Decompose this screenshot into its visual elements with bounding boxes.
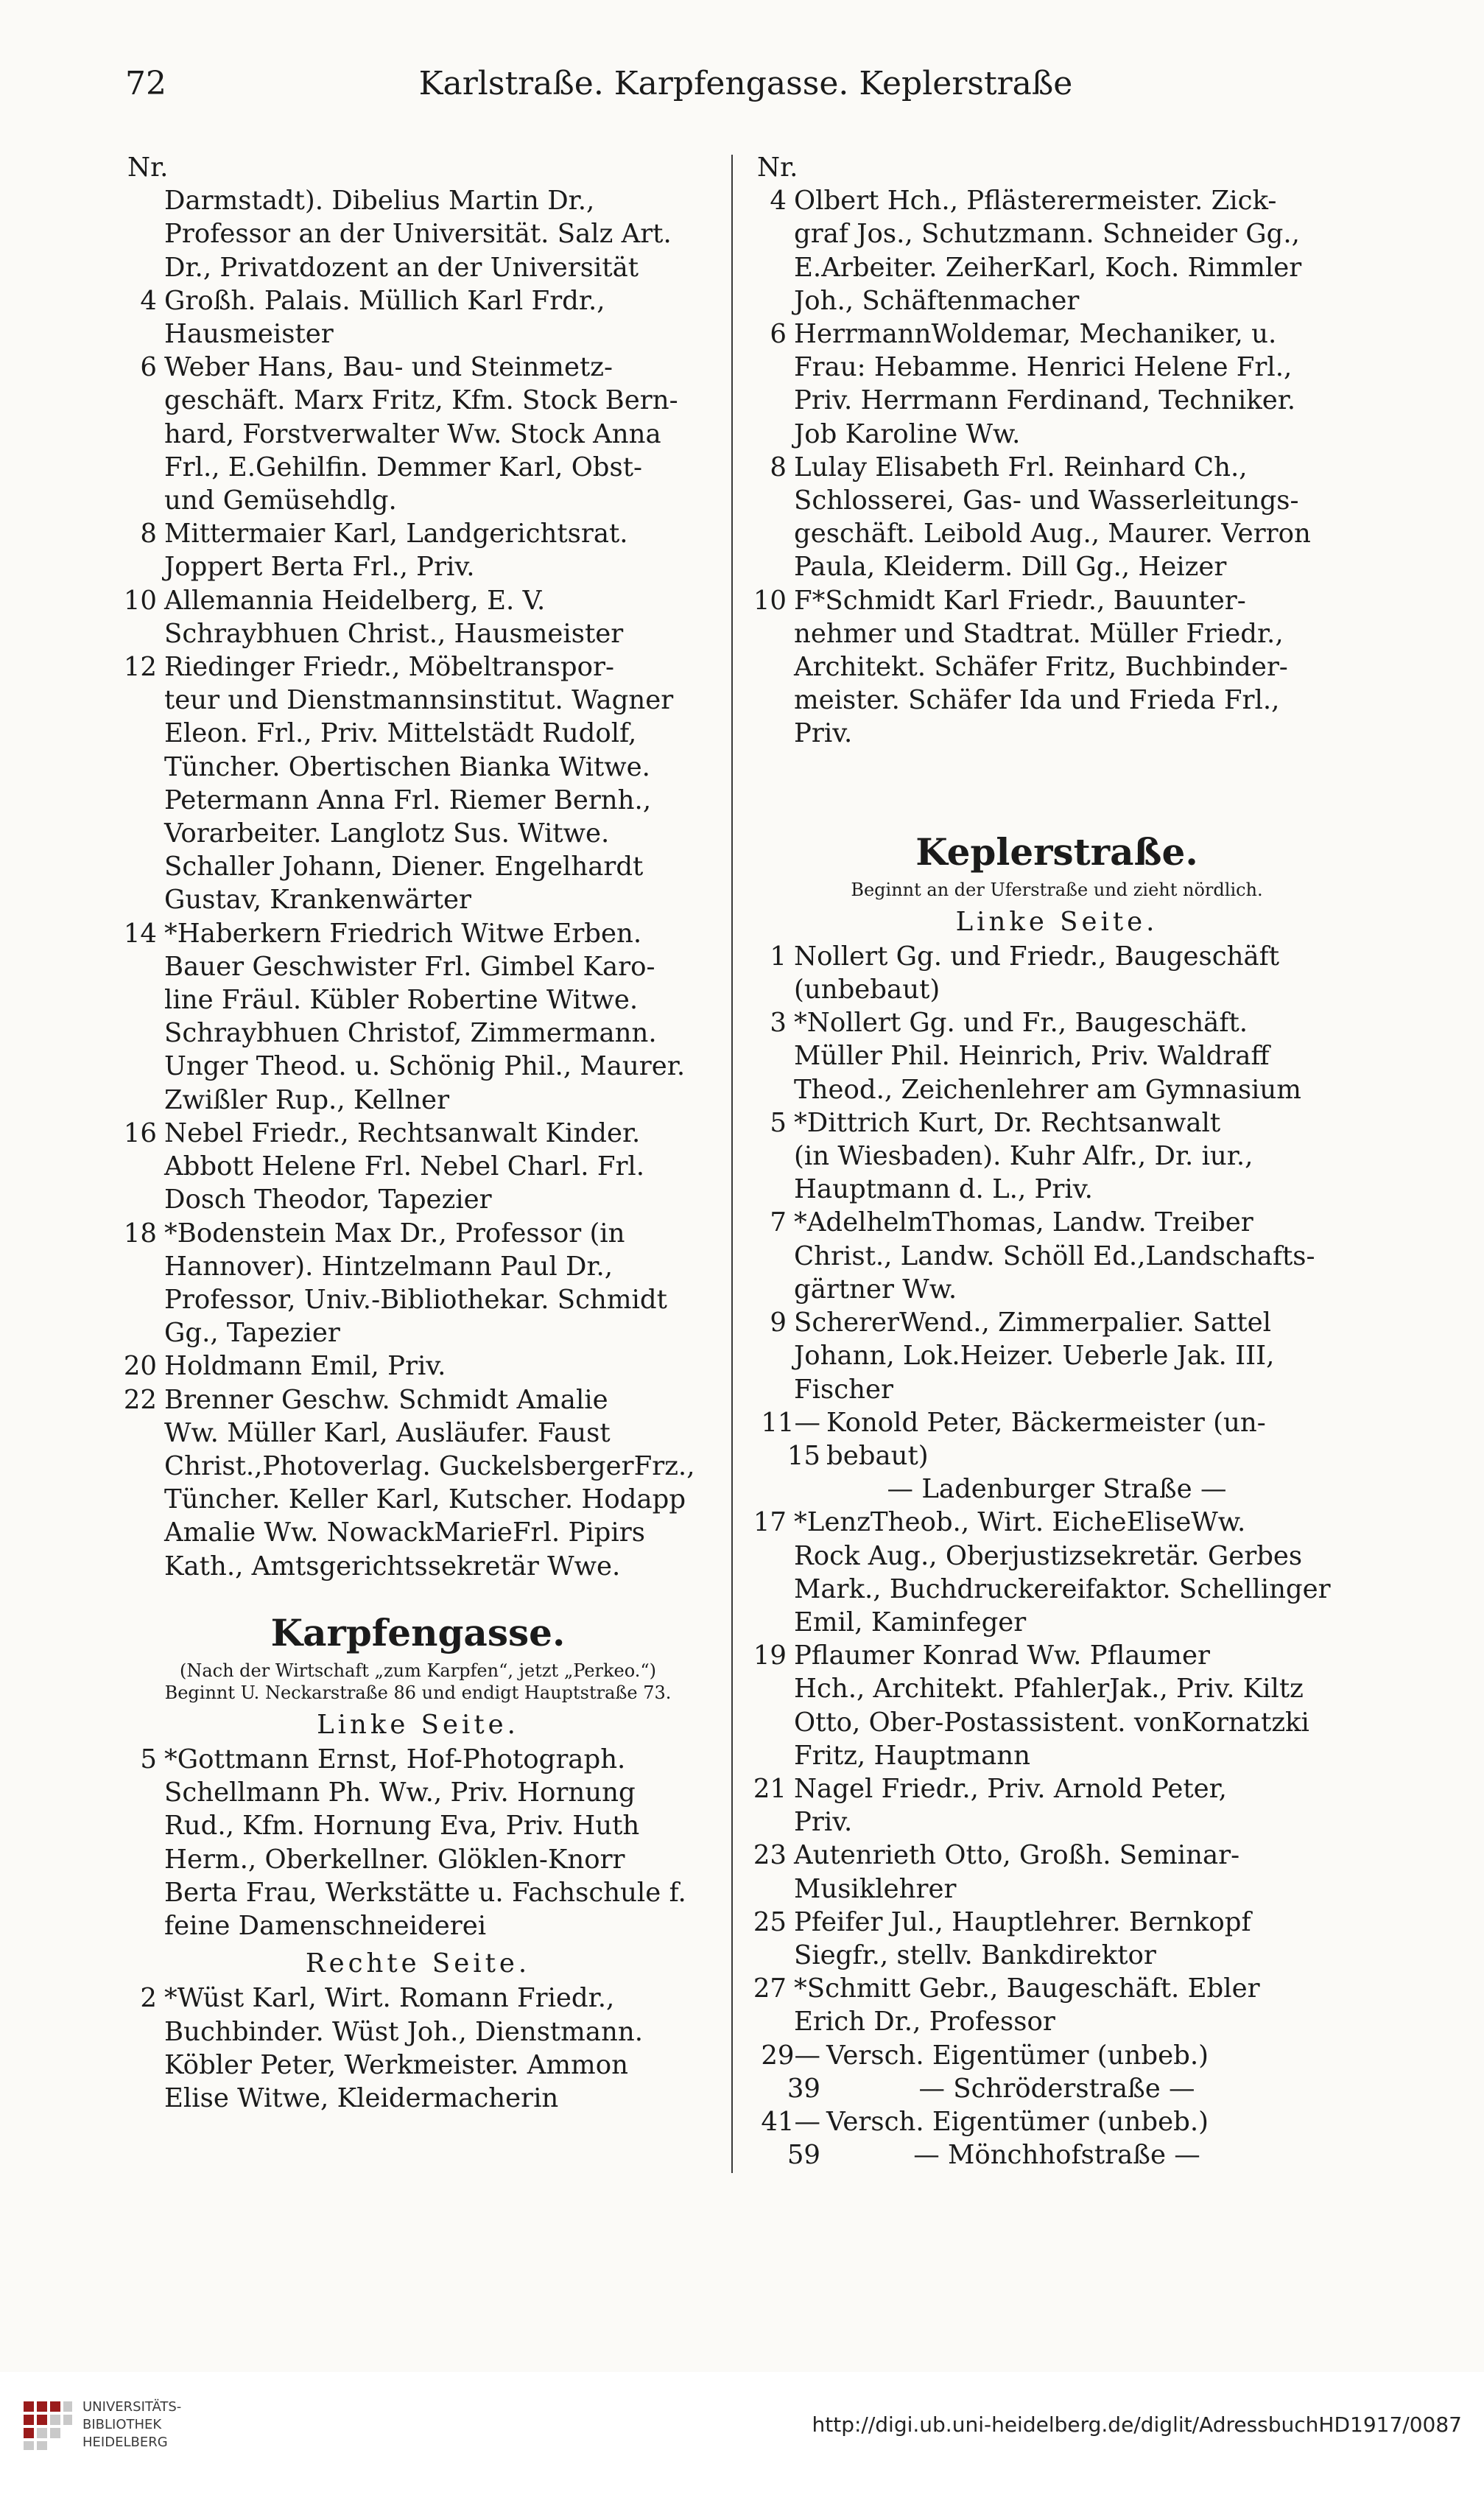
entry-line: Dosch Theodor, Tapezier <box>164 1184 492 1215</box>
entry-line: Konold Peter, Bäckermeister (un- <box>826 1407 1266 1438</box>
karpfengasse-route: Beginnt U. Neckarstraße 86 und endigt Hauptstraße 73. <box>164 1682 672 1703</box>
library-name <box>82 2398 181 2451</box>
entry-line: Pfeifer Jul., Hauptlehrer. Bernkopf <box>794 1906 1251 1937</box>
entry-line: Theod., Zeichenlehrer am Gymnasium <box>794 1074 1301 1105</box>
address-entry <box>114 1349 722 1383</box>
side-label-left: Linke Seite. <box>317 1709 519 1740</box>
address-entry <box>744 1306 1370 1406</box>
karpfengasse-heading: Karpfengasse. <box>270 1610 566 1654</box>
entry-line: Lulay Elisabeth Frl. Reinhard Ch., <box>794 452 1248 482</box>
library-logo-icon <box>21 2398 75 2453</box>
source-url-link[interactable]: http://digi.ub.uni-heidelberg.de/diglit/AdressbuchHD1917/0087 <box>812 2412 1462 2437</box>
entry-line: Zwißler Rup., Kellner <box>164 1084 450 1115</box>
entry-line: Ww. Müller Karl, Ausläufer. Faust <box>164 1417 611 1448</box>
house-number: 10 <box>753 585 787 616</box>
entry-line: Priv. <box>794 1807 853 1838</box>
page-number: 72 <box>125 65 166 102</box>
entry-line: Hch., Architekt. PfahlerJak., Priv. Kiltz <box>794 1674 1304 1705</box>
entry-line: Rud., Kfm. Hornung Eva, Priv. Huth <box>164 1811 640 1842</box>
address-entry <box>114 1982 722 2115</box>
entry-line: graf Jos., Schutzmann. Schneider Gg., <box>794 219 1300 250</box>
nr-label: Nr. <box>127 152 169 183</box>
entry-line: Musiklehrer <box>794 1873 957 1904</box>
entry-line: Weber Hans, Bau- und Steinmetz- <box>164 352 613 383</box>
entry-line: *Bodenstein Max Dr., Professor (in <box>164 1218 625 1249</box>
entry-line: Vorarbeiter. Langlotz Sus. Witwe. <box>164 818 610 849</box>
entry-line: Paula, Kleiderm. Dill Gg., Heizer <box>794 552 1227 583</box>
house-number: 5 <box>140 1744 157 1775</box>
entry-line: line Fräul. Kübler Robertine Witwe. <box>164 985 639 1016</box>
entry-line: Dr., Privatdozent an der Universität <box>164 252 639 283</box>
entry-line: HerrmannWoldemar, Mechaniker, u. <box>794 319 1277 350</box>
entry-line: *Haberkern Friedrich Witwe Erben. <box>164 918 642 949</box>
address-entry <box>114 1217 722 1350</box>
house-number: 5 <box>770 1107 787 1138</box>
address-entry <box>744 1106 1370 1207</box>
address-entry <box>114 1743 722 1942</box>
karpfengasse-right-entries <box>114 1982 722 2115</box>
entry-line: hard, Forstverwalter Ww. Stock Anna <box>164 418 661 449</box>
house-number: 8 <box>770 452 787 482</box>
entry-line: Berta Frau, Werkstätte u. Fachschule f. <box>164 1877 686 1908</box>
address-entry <box>744 940 1370 1006</box>
nr-label: Nr. <box>757 152 798 183</box>
address-entry <box>114 284 722 351</box>
entry-line: Erich Dr., Professor <box>794 2007 1055 2038</box>
house-number: 20 <box>123 1351 157 1382</box>
entry-line: Großh. Palais. Müllich Karl Frdr., <box>164 285 605 316</box>
entry-line: Eleon. Frl., Priv. Mittelstädt Rudolf, <box>164 718 637 749</box>
entry-line: Professor, Univ.-Bibliothekar. Schmidt <box>164 1284 667 1315</box>
entry-line: Allemannia Heidelberg, E. V. <box>164 585 546 616</box>
entry-line: und Gemüsehdlg. <box>164 485 397 516</box>
karlstrasse-entries-cont <box>744 184 1370 750</box>
spacer <box>744 751 1370 802</box>
entry-line: Frl., E.Gehilfin. Demmer Karl, Obst- <box>164 452 643 482</box>
entry-line: geschäft. Marx Fritz, Kfm. Stock Bern- <box>164 385 678 416</box>
entry-line: Gustav, Krankenwärter <box>164 885 471 916</box>
house-number: 21 <box>753 1773 787 1804</box>
entry-line: *LenzTheob., Wirt. EicheEliseWw. <box>794 1507 1246 1538</box>
address-entry <box>114 184 722 284</box>
running-title: Karlstraße. Karpfengasse. Keplerstraße <box>418 65 1073 102</box>
entry-line: Priv. Herrmann Ferdinand, Techniker. <box>794 385 1296 416</box>
entry-line: Riedinger Friedr., Möbeltranspor- <box>164 652 614 683</box>
left-column <box>114 151 722 2115</box>
library-name-line: UNIVERSITÄTS- <box>82 2399 182 2415</box>
entry-line: Architekt. Schäfer Fritz, Buchbinder- <box>794 652 1288 683</box>
entry-line: Priv. <box>794 718 853 749</box>
house-number: 27 <box>753 1973 787 2004</box>
entry-line: Otto, Ober-Postassistent. vonKornatzki <box>794 1707 1309 1738</box>
entry-line: Unger Theod. u. Schönig Phil., Maurer. <box>164 1051 686 1082</box>
entry-line: Hausmeister <box>164 319 334 350</box>
address-entry <box>744 451 1370 584</box>
house-number: 23 <box>753 1840 787 1871</box>
house-number: 22 <box>123 1384 157 1415</box>
entry-line: Herm., Oberkellner. Glöklen-Knorr <box>164 1844 625 1875</box>
address-entry <box>114 517 722 583</box>
house-number: 12 <box>123 652 157 683</box>
library-name-line: BIBLIOTHEK <box>82 2417 162 2432</box>
house-number: 6 <box>140 352 157 383</box>
entry-line: Müller Phil. Heinrich, Priv. Waldraff <box>794 1041 1270 1072</box>
entry-line: Schraybhuen Christof, Zimmermann. <box>164 1018 657 1049</box>
keplerstrasse-entries <box>744 940 1370 1473</box>
entry-line: SchererWend., Zimmerpalier. Sattel <box>794 1308 1272 1338</box>
house-number: 1 <box>770 941 787 972</box>
entry-line: Tüncher. Keller Karl, Kutscher. Hodapp <box>164 1484 686 1515</box>
entry-line: Joppert Berta Frl., Priv. <box>164 552 475 583</box>
entry-line: *Gottmann Ernst, Hof-Photograph. <box>164 1744 626 1775</box>
entry-line: Hauptmann d. L., Priv. <box>794 1174 1093 1205</box>
keplerstrasse-note: Beginnt an der Uferstraße und zieht nördlich. <box>851 879 1263 900</box>
entry-line: Versch. Eigentümer (unbeb.) <box>826 2106 1209 2137</box>
address-entry <box>744 1906 1370 1972</box>
entry-line: F*Schmidt Karl Friedr., Bauunter- <box>794 585 1246 616</box>
address-entry <box>744 1006 1370 1106</box>
entry-line: Amalie Ww. NowackMarieFrl. Pipirs <box>164 1517 645 1548</box>
entry-line: Tüncher. Obertischen Bianka Witwe. <box>164 751 650 782</box>
address-entry <box>114 917 722 1117</box>
entry-line: Joh., Schäftenmacher <box>794 285 1080 316</box>
address-entry <box>744 184 1370 317</box>
entry-line: Christ.,Photoverlag. GuckelsbergerFrz., <box>164 1450 695 1481</box>
entry-line: Christ., Landw. Schöll Ed.,Landschafts- <box>794 1240 1315 1271</box>
entry-line: Elise Witwe, Kleidermacherin <box>164 2082 559 2113</box>
address-entry <box>114 1117 722 1217</box>
entry-line: Emil, Kaminfeger <box>794 1607 1027 1638</box>
house-number: 29—39 <box>761 2040 820 2104</box>
entry-line: Kath., Amtsgerichtssekretär Wwe. <box>164 1551 621 1582</box>
entry-line: Job Karoline Ww. <box>794 418 1021 449</box>
entry-line: Frau: Hebamme. Henrici Helene Frl., <box>794 352 1293 383</box>
column-divider <box>731 155 733 2173</box>
entry-line: teur und Dienstmannsinstitut. Wagner <box>164 685 674 716</box>
entry-line: meister. Schäfer Ida und Frieda Frl., <box>794 685 1280 716</box>
entry-line: Nollert Gg. und Friedr., Baugeschäft <box>794 941 1280 972</box>
address-entry <box>744 317 1370 451</box>
entry-line: *Wüst Karl, Wirt. Romann Friedr., <box>164 1983 615 2014</box>
entry-line: Bauer Geschwister Frl. Gimbel Karo- <box>164 951 655 982</box>
entry-line: Autenrieth Otto, Großh. Seminar- <box>794 1840 1240 1871</box>
house-number: 10 <box>123 585 157 616</box>
cross-street-ladenburger: — Ladenburger Straße — <box>887 1474 1227 1505</box>
entry-line: *Dittrich Kurt, Dr. Rechtsanwalt <box>794 1107 1221 1138</box>
address-entry <box>114 351 722 517</box>
house-number: 11—15 <box>761 1407 820 1471</box>
house-number: 14 <box>123 918 157 949</box>
entry-line: nehmer und Stadtrat. Müller Friedr., <box>794 618 1284 649</box>
entry-line: (unbebaut) <box>794 975 940 1005</box>
cross-street-moenchhof: — Mönchhofstraße — <box>913 2140 1200 2171</box>
address-entry <box>744 1406 1370 1473</box>
entry-line: Brenner Geschw. Schmidt Amalie <box>164 1384 608 1415</box>
house-number: 19 <box>753 1640 787 1671</box>
address-entry <box>744 1772 1370 1839</box>
house-number: 4 <box>140 285 157 316</box>
entry-line: Petermann Anna Frl. Riemer Bernh., <box>164 785 652 815</box>
keplerstrasse-heading: Keplerstraße. <box>915 829 1198 874</box>
house-number: 16 <box>123 1117 157 1148</box>
house-number: 2 <box>140 1983 157 2014</box>
house-number: 41—59 <box>761 2106 820 2171</box>
library-name-line: HEIDELBERG <box>82 2435 168 2450</box>
address-entry <box>744 1639 1370 1772</box>
karpfengasse-left-entries <box>114 1743 722 1942</box>
address-entry <box>744 1506 1370 1639</box>
entry-line: Fritz, Hauptmann <box>794 1740 1031 1771</box>
entry-line: Siegfr., stellv. Bankdirektor <box>794 1940 1156 1970</box>
entry-line: *AdelhelmThomas, Landw. Treiber <box>794 1207 1253 1238</box>
address-entry <box>744 1206 1370 1306</box>
address-entry <box>744 1972 1370 2038</box>
entry-line: Köbler Peter, Werkmeister. Ammon <box>164 2049 628 2080</box>
address-entry <box>114 650 722 917</box>
entry-line: Holdmann Emil, Priv. <box>164 1351 446 1382</box>
page-header <box>125 65 1366 116</box>
entry-line: E.Arbeiter. ZeiherKarl, Koch. Rimmler <box>794 252 1302 283</box>
entry-line: Schlosserei, Gas- und Wasserleitungs- <box>794 485 1299 516</box>
entry-line: Mittermaier Karl, Landgerichtsrat. <box>164 519 628 550</box>
entry-line: (in Wiesbaden). Kuhr Alfr., Dr. iur., <box>794 1141 1253 1172</box>
entry-line: feine Damenschneiderei <box>164 1910 487 1941</box>
entry-line: Schellmann Ph. Ww., Priv. Hornung <box>164 1777 636 1808</box>
entry-line: Rock Aug., Oberjustizsekretär. Gerbes <box>794 1540 1303 1571</box>
address-entry <box>114 584 722 650</box>
entry-line: Mark., Buchdruckereifaktor. Schellinger <box>794 1573 1331 1604</box>
house-number: 9 <box>770 1308 787 1338</box>
address-entry <box>744 584 1370 751</box>
entry-line: Professor an der Universität. Salz Art. <box>164 219 672 250</box>
entry-line: Schraybhuen Christ., Hausmeister <box>164 618 624 649</box>
footer <box>0 2372 1484 2506</box>
entry-line: *Nollert Gg. und Fr., Baugeschäft. <box>794 1008 1248 1039</box>
entry-line: Versch. Eigentümer (unbeb.) <box>826 2040 1209 2071</box>
entry-line: Schaller Johann, Diener. Engelhardt <box>164 852 644 882</box>
entry-line: *Schmitt Gebr., Baugeschäft. Ebler <box>794 1973 1260 2004</box>
entry-line: gärtner Ww. <box>794 1274 957 1305</box>
entry-line: geschäft. Leibold Aug., Maurer. Verron <box>794 519 1311 550</box>
house-number: 3 <box>770 1008 787 1039</box>
house-number: 4 <box>770 186 787 217</box>
entry-line: Darmstadt). Dibelius Martin Dr., <box>164 186 595 217</box>
karlstrasse-entries <box>114 184 722 1583</box>
entry-line: Buchbinder. Wüst Joh., Dienstmann. <box>164 2016 644 2047</box>
karpfengasse-note: (Nach der Wirtschaft „zum Karpfen“, jetzt „Perkeo.“) <box>179 1660 657 1681</box>
entry-line: Hannover). Hintzelmann Paul Dr., <box>164 1251 613 1282</box>
cross-street-schroeder: — Schröderstraße — <box>918 2073 1195 2104</box>
entry-line: Gg., Tapezier <box>164 1318 340 1349</box>
house-number: 25 <box>753 1906 787 1937</box>
entry-line: Nebel Friedr., Rechtsanwalt Kinder. <box>164 1117 641 1148</box>
entry-line: Fischer <box>794 1374 893 1405</box>
right-column <box>744 151 1370 2172</box>
address-entry <box>744 1839 1370 1905</box>
house-number: 6 <box>770 319 787 350</box>
house-number: 17 <box>753 1507 787 1538</box>
entry-line: bebaut) <box>826 1440 929 1471</box>
entry-line: Olbert Hch., Pflästerermeister. Zick- <box>794 186 1277 217</box>
side-label-left: Linke Seite. <box>955 906 1158 937</box>
entry-line: Nagel Friedr., Priv. Arnold Peter, <box>794 1773 1227 1804</box>
side-label-right: Rechte Seite. <box>305 1948 531 1979</box>
house-number: 7 <box>770 1207 787 1238</box>
entry-line: Johann, Lok.Heizer. Ueberle Jak. III, <box>794 1341 1275 1372</box>
house-number: 8 <box>140 519 157 550</box>
address-entry <box>114 1383 722 1583</box>
entry-line: Pflaumer Konrad Ww. Pflaumer <box>794 1640 1210 1671</box>
house-number: 18 <box>123 1218 157 1249</box>
entry-line: Abbott Helene Frl. Nebel Charl. Frl. <box>164 1151 645 1182</box>
